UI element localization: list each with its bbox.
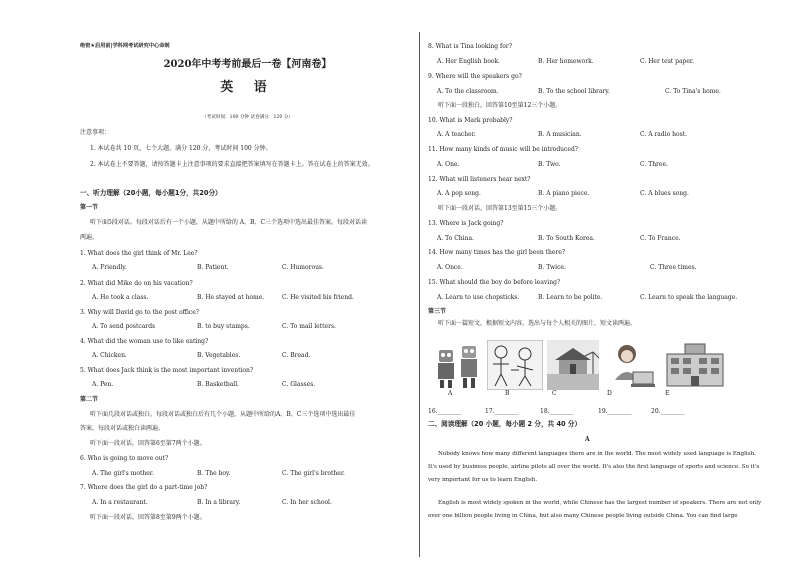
question-3: 3. Why will David go to the post office? bbox=[80, 309, 200, 316]
question-13-option-c: C. To France. bbox=[640, 235, 681, 242]
question-1-option-a: A. Friendly. bbox=[92, 264, 127, 271]
picture-row bbox=[435, 340, 745, 392]
question-2-option-c: C. He visited his friend. bbox=[282, 294, 354, 301]
question-13-option-a: A. To China. bbox=[437, 235, 474, 242]
picture-label-a: A bbox=[448, 390, 453, 397]
question-5-option-b: B. Basketball. bbox=[197, 381, 240, 388]
answer-blank-20[interactable]: 20.________ bbox=[651, 408, 685, 415]
listen-instruction-8-9: 听下面一段对话，回答第8至第9两个小题。 bbox=[90, 514, 206, 521]
part2-heading: 二、阅读理解（20 小题，每小题 2 分，共 40 分） bbox=[428, 420, 582, 428]
question-6-option-a: A. The girl's mother. bbox=[92, 470, 154, 477]
question-15: 15. What should the boy do before leaving? bbox=[428, 279, 561, 286]
question-12-option-c: C. A blues song. bbox=[640, 190, 689, 197]
section1-label: 第一节 bbox=[80, 204, 99, 211]
question-8-option-c: C. Her test paper. bbox=[640, 58, 695, 65]
question-7: 7. Where does the girl do a part-time job? bbox=[80, 484, 208, 491]
question-14: 14. How many times has the girl been there? bbox=[428, 249, 566, 256]
question-5-option-c: C. Glasses. bbox=[282, 381, 316, 388]
question-11-option-c: C. Three. bbox=[640, 161, 668, 168]
answer-blank-17[interactable]: 17.________ bbox=[485, 408, 519, 415]
question-11-option-a: A. One. bbox=[437, 161, 460, 168]
question-4-option-a: A. Chicken. bbox=[92, 352, 127, 359]
picture-label-e: E bbox=[665, 390, 670, 397]
woman-laptop-picture bbox=[605, 340, 655, 390]
section2-instruction-line1: 听下面几段对话或独白。每段对话或独白后有几个小题，从题中所给的A、B、C三个选项中选出最佳 bbox=[90, 411, 356, 418]
question-10-option-b: B. A musician. bbox=[538, 131, 582, 138]
beach-hut-picture bbox=[547, 340, 599, 390]
exam-title: 2020年中考考前最后一卷【河南卷】 bbox=[163, 59, 332, 70]
question-14-option-a: A. Once. bbox=[437, 264, 463, 271]
question-9-option-b: B. To the school library. bbox=[538, 88, 610, 95]
question-5: 5. What does Jack think is the most important invention? bbox=[80, 367, 254, 374]
passage-a-paragraph-1: Nobody knows how many different languages there are in the world. The most widely used language is English. It's used by business people, airline pilots all over the world. It's also the first language of sports and science. So it's very important for us to learn English. bbox=[428, 451, 760, 483]
question-9-option-a: A. To the classroom. bbox=[437, 88, 499, 95]
question-3-option-a: A. To send postcards bbox=[92, 323, 156, 330]
question-7-option-b: B. In a library. bbox=[197, 499, 241, 506]
notes-label: 注意事项： bbox=[80, 129, 111, 136]
question-15-option-b: B. Learn to be polite. bbox=[538, 294, 603, 301]
question-12-option-b: B. A piano piece. bbox=[538, 190, 590, 197]
question-6: 6. Who is going to move out? bbox=[80, 455, 169, 462]
question-11: 11. How many kinds of music will be introduced? bbox=[428, 146, 579, 153]
question-4-option-b: B. Vegetables. bbox=[197, 352, 241, 359]
question-4: 4. What did the woman use to like eating? bbox=[80, 338, 209, 345]
question-10-option-a: A. A teacher. bbox=[437, 131, 476, 138]
answer-blank-19[interactable]: 19.________ bbox=[598, 408, 632, 415]
part1-heading: 一、听力理解（20小题，每小题1分，共20分） bbox=[80, 189, 222, 197]
picture-label-d: D bbox=[607, 390, 612, 397]
secret-label: 绝密★启用前|学科网考试研究中心命制 bbox=[80, 43, 170, 49]
question-12-option-a: A. A pop song. bbox=[437, 190, 481, 197]
question-6-option-b: B. The boy. bbox=[197, 470, 231, 477]
question-5-option-a: A. Pen. bbox=[92, 381, 114, 388]
question-9: 9. Where will the speakers go? bbox=[428, 73, 522, 80]
question-10: 10. What is Mark probably? bbox=[428, 117, 513, 124]
section1-instruction-line1: 听下面5段对话。每段对话后有一个小题，从题中所给的 A、B、C三个选项中选出最佳答案。每段对话读 bbox=[90, 219, 368, 226]
left-column bbox=[80, 0, 415, 562]
building-picture bbox=[663, 340, 727, 390]
section1-instruction-line2: 两遍。 bbox=[80, 234, 99, 241]
question-11-option-b: B. Two. bbox=[538, 161, 561, 168]
question-14-option-b: B. Twice. bbox=[538, 264, 566, 271]
question-3-option-c: C. To mail letters. bbox=[282, 323, 336, 330]
subject-title: 英 语 bbox=[220, 80, 275, 95]
people-sketch-picture bbox=[487, 340, 543, 390]
question-8-option-b: B. Her homework. bbox=[538, 58, 594, 65]
robots-picture bbox=[435, 340, 481, 390]
question-13-option-b: B. To South Korea. bbox=[538, 235, 595, 242]
question-4-option-c: C. Bread. bbox=[282, 352, 311, 359]
note-item-2: 2. 本试卷上不要答题，请按答题卡上注意事项的要求直接把答案填写在答题卡上。答在试卷上的答案无效。 bbox=[90, 161, 374, 168]
question-15-option-c: C. Learn to speak the language. bbox=[640, 294, 738, 301]
section2-label: 第二节 bbox=[80, 396, 99, 403]
question-15-option-a: A. Learn to use chopsticks. bbox=[437, 294, 520, 301]
column-divider bbox=[419, 32, 420, 557]
question-1-option-c: C. Humorous. bbox=[282, 264, 324, 271]
question-9-option-c: C. To Tina's home. bbox=[665, 88, 721, 95]
picture-label-b: B bbox=[505, 390, 510, 397]
answer-blank-16[interactable]: 16.________ bbox=[428, 408, 462, 415]
section3-instruction: 听下面一篇短文，根据短文内容，选出与每个人相关的图片，短文读两遍。 bbox=[438, 320, 637, 327]
question-1: 1. What does the girl think of Mr. Lee? bbox=[80, 250, 198, 257]
question-7-option-a: A. In a restaurant. bbox=[92, 499, 148, 506]
section3-label: 第三节 bbox=[428, 308, 447, 315]
time-note: （考试时间：100 分钟 试卷满分：120 分） bbox=[202, 115, 293, 120]
passage-a-label: A bbox=[585, 436, 590, 443]
right-column bbox=[425, 0, 765, 562]
picture-label-c: C bbox=[552, 390, 557, 397]
listen-instruction-13-15: 听下面一段对话，回答第13至第15三个小题。 bbox=[438, 205, 562, 212]
question-2: 2. What did Mike do on his vacation? bbox=[80, 280, 193, 287]
question-1-option-b: B. Patient. bbox=[197, 264, 229, 271]
question-2-option-b: B. He stayed at home. bbox=[197, 294, 265, 301]
question-6-option-c: C. The girl's brother. bbox=[282, 470, 345, 477]
passage-a-paragraph-2: English is most widely spoken in the world, while Chinese has the largest number of speakers. There are not only over one billion people living in China, but also many Chinese people living outside China. You can find large bbox=[428, 500, 762, 519]
question-10-option-c: C. A radio host. bbox=[640, 131, 688, 138]
question-8: 8. What is Tina looking for? bbox=[428, 43, 512, 50]
question-8-option-a: A. Her English book. bbox=[437, 58, 501, 65]
listen-instruction-10-12: 听下面一段独白，回答第10至第12三个小题。 bbox=[438, 102, 562, 109]
question-7-option-c: C. In her school. bbox=[282, 499, 332, 506]
question-2-option-a: A. He took a class. bbox=[92, 294, 149, 301]
question-3-option-b: B. to buy stamps. bbox=[197, 323, 250, 330]
question-14-option-c: C. Three times. bbox=[650, 264, 697, 271]
question-13: 13. Where is Jack going? bbox=[428, 220, 504, 227]
note-item-1: 1. 本试卷共 10 页，七个大题，满分 120 分，考试时间 100 分钟。 bbox=[90, 145, 272, 152]
section2-instruction-line2: 答案。每段对话或独白读两遍。 bbox=[80, 425, 165, 432]
question-12: 12. What will listeners hear next? bbox=[428, 176, 531, 183]
listen-instruction-6-7: 听下面一段对话，回答第6至第7两个小题。 bbox=[90, 440, 206, 447]
answer-blank-18[interactable]: 18.________ bbox=[540, 408, 574, 415]
